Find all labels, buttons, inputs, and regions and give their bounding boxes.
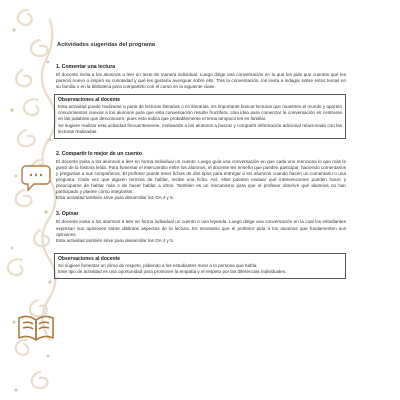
section-heading: 2. Compartir lo mejor de un cuento (56, 150, 142, 157)
section-heading: 1. Comentar una lectura (56, 64, 116, 70)
observation-paragraph: Se sugiere fomentar un clima de respeto, pidiendo a los estudiantes mirar a la persona que habla. (58, 262, 258, 268)
observation-heading: Observaciones al docente (58, 255, 120, 262)
activity-section-2 (56, 151, 346, 202)
activity-section-3 (56, 211, 346, 243)
section-paragraph: El docente invita a los alumnos a leer en forma individual un cuento. Luego guía una conversación en que cada uno menciona lo que más le gustó de la historia leída. Para fomentar el intercambio entre los alumnos, el docente les enseña que pueden participar, haciendo comentarios y preguntas a sus compañeros. El profesor puede tener fichas de dos tipos para entregar a los alumnos cuando hacen un comentario o una pregunta. Cada vez que alguien termina de hablar, recibe una ficha. Así, ellos pueden evaluar qué intervenciones pueden hacer y preocuparse de hablar más o de hacer hablar a otros. También es un mecanismo para que el profesor observe qué alumnos no han participado y planee cómo integrarlos. (56, 158, 346, 195)
section-paragraph: Esta actividad también sirve para desarrollar los OA 4 y 5. (56, 195, 174, 201)
section-paragraph: El docente invita a los alumnos a leer en forma individual un cuento o una leyenda. Luego dirige una conversación en la cual los estudiantes expresan sus opiniones sobre distintos aspectos de la lectura. Es necesario que el profesor pida a los alumnos que fundamenten sus opiniones. (56, 219, 346, 237)
document-page (56, 42, 346, 291)
section-heading: 3. Opinar (56, 211, 79, 218)
activity-section-1 (56, 64, 346, 90)
teacher-observation-box-1 (54, 94, 346, 138)
teacher-observation-box-2 (54, 253, 346, 279)
section-paragraph: Esta actividad también sirve para desarrollar los OA 4 y 5. (56, 237, 174, 243)
observation-paragraph: Esta actividad puede realizarse a partir de lecturas literarias o no literarias. Es importante buscar lecturas que muestren el mundo y aporten conocimientos nuevos a los alumnos para que esta conversación resulte fructífera. Una idea para comenzar la conversación es centrarse en las palabras que desconocen, pues esto indica que probablemente el tema tampoco les es familiar. (58, 104, 342, 122)
section-paragraph: El docente invita a los alumnos a leer un texto de manera individual. Luego dirige una conversación en la que les pide que cuenten qué les pareció nuevo o inspiró su curiosidad y qué les gustaría averiguar sobre ello. Tras la conversación, los invita a indagar sobre estos temas en su familia o en la biblioteca para compartirlo con el curso en la siguiente clase. (56, 72, 346, 90)
page-title: Actividades sugeridas del programa (57, 42, 156, 48)
decorative-swirl-border (0, 0, 60, 400)
observation-paragraph: Este tipo de actividad es una oportunidad para promover la empatía y el respeto por las diferencias individuales. (58, 268, 287, 274)
observation-paragraph: Se sugiere realizar esta actividad frecuentemente, motivando a los alumnos a buscar y compartir información adicional relacionada con las lecturas realizadas. (58, 122, 342, 134)
observation-heading: Observaciones al docente (58, 97, 120, 104)
speech-bubble-icon (22, 166, 50, 190)
open-book-icon (19, 316, 53, 340)
